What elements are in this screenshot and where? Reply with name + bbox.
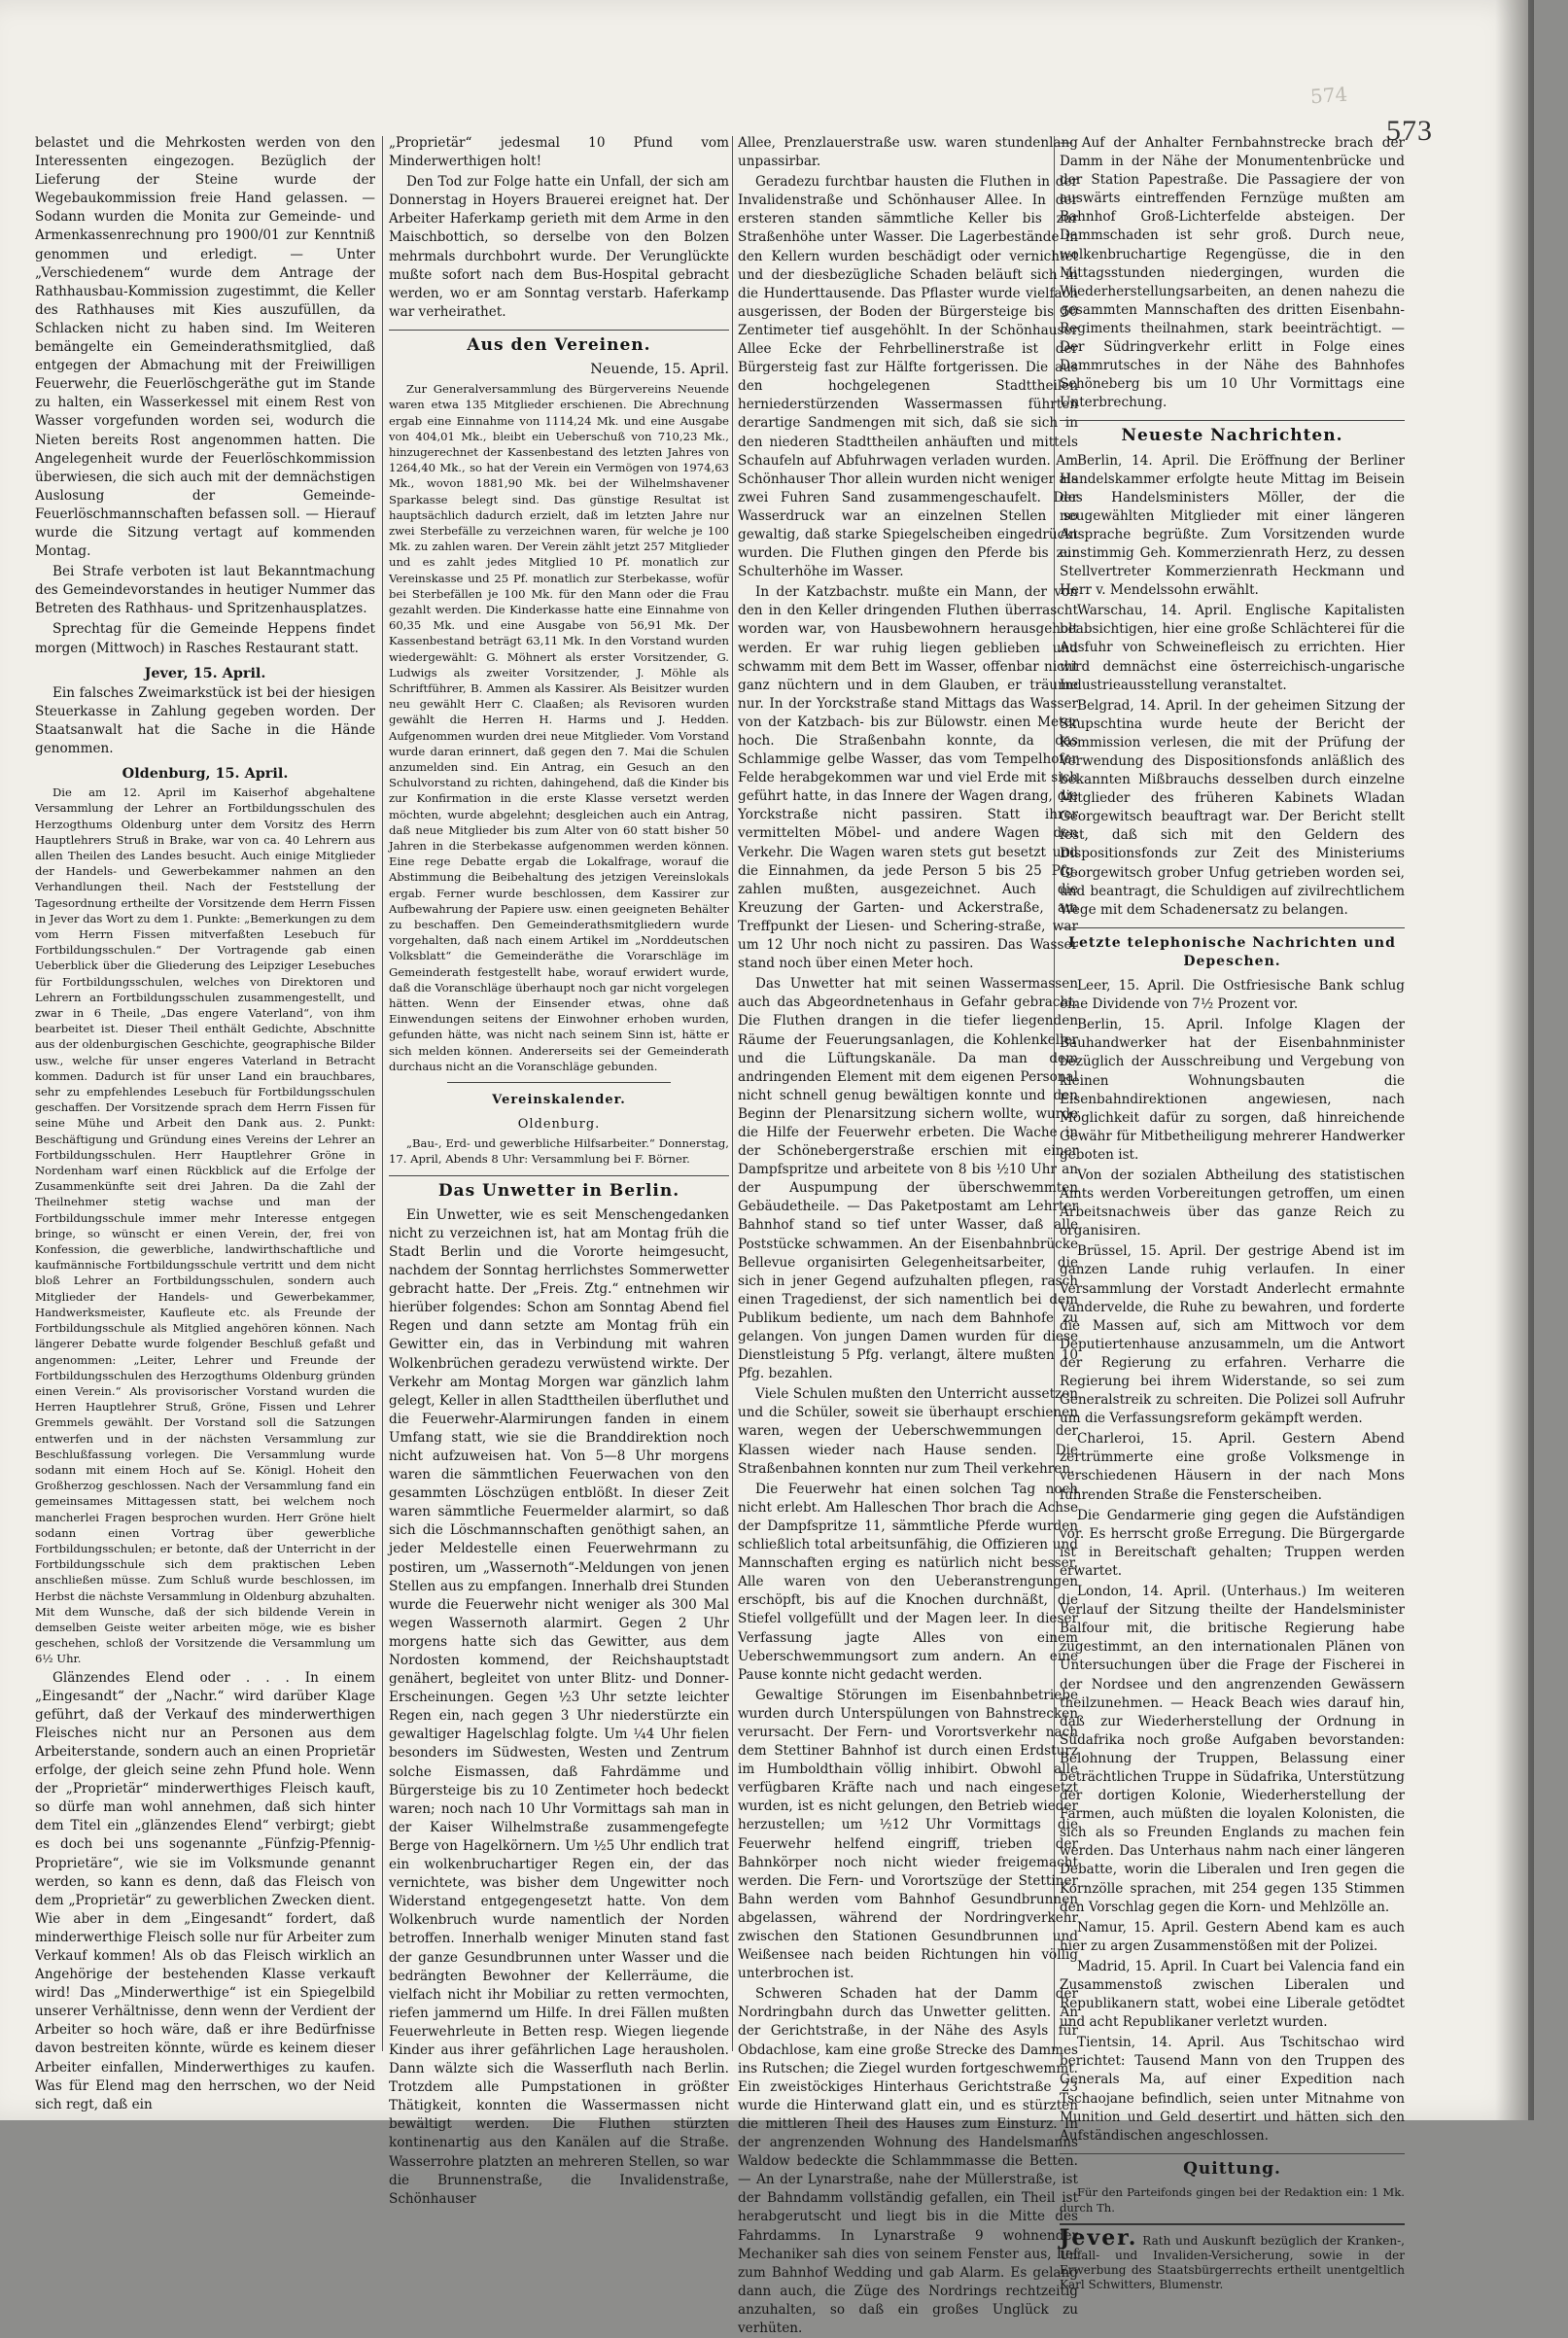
article-paragraph: Den Tod zur Folge hatte ein Unfall, der sich am Donnerstag in Hoyers Brauerei ereignet hat. Der Arbeiter Haferkamp gerieth mit dem Arme in den Maischbottich, so derselbe von den Bolzen mehrmals durchbohrt wurde. Der Verunglückte mußte sofort nach dem Bus-Hospital gebracht werden, wo er am Sonntag verstarb. Haferkamp war verheirathet.: [389, 174, 729, 320]
column-rule: [382, 136, 383, 2051]
article-paragraph: Die am 12. April im Kaiserhof abgehaltene Versammlung der Lehrer an Fortbildungsschulen des Herzogthums Oldenburg unter dem Vorsitz des Herrn Hauptlehrers Struß in Brake, war von ca. 40 Lehrern aus allen Theilen des Landes besucht. Auch einige Mitglieder der Handels- und Gewerbekammer nahmen an den Verhandlungen theil. Nach der Feststellung der Tagesordnung ertheilte der Vorsitzende dem Herrn Fissen in Jever das Wort zu dem 1. Punkte: „Bemerkungen zu dem vom Herrn Fissen mitverfaßten Lesebuch für Fortbildungsschulen.“ Der Vortragende gab einen Ueberblick über die Gliederung des Leipziger Lesebuches für Fortbildungsschulen, welches von Direktoren und Lehrern an Fortbildungsschulen zusammengestellt, und zwar in 6 Theile, „Das engere Vaterland“, von ihm bearbeitet ist. Dieser Theil enthält Gedichte, Abschnitte aus der oldenburgischen Geschichte, geographische Bilder usw., welche für unser engeres Vaterland in Betracht kommen. Dadurch ist für unser Land ein brauchbares, sehr zu empfehlendes Lesebuch für Fortbildungsschulen geschaffen. Der Vorsitzende sprach dem Herrn Fissen für seine Mühe und Arbeit den Dank aus. 2. Punkt: Beschäftigung und Gründung eines Vereins der Lehrer an Fortbildungsschulen. Herr Hauptlehrer Gröne in Nordenham warf einen Rückblick auf die Erfolge der Zusammenkünfte seit drei Jahren. Da die Zahl der Theilnehmer stetig wachse und man der Fortbildungsschule immer mehr Interesse entgegen bringe, so wünscht er einen Verein, der, frei von Konfession, die gewerbliche, landwirthschaftliche und kaufmännische Fortbildungsschule vertritt und dem nicht bloß Lehrer an Fortbildungsschulen, sondern auch Mitglieder der Handels- und Gewerbekammer, Handwerksmeister, Kaufleute etc. als Freunde der Fortbildungsschule als Mitglied angehören können. Nach längerer Debatte wurde folgender Beschluß gefaßt und angenommen: „Leiter, Lehrer und Freunde der Fortbildungsschulen des Herzogthums Oldenburg gründen einen Verein.“ Als provisorischer Vorstand wurden die Herren Hauptlehrer Struß, Gröne, Fissen und Lehrer Gremmels gewählt. Der Vorstand soll die Satzungen entwerfen und in der nächsten Versammlung zur Beschlußfassung vorlegen. Die Versammlung wurde sodann mit einem Hoch auf Se. Königl. Hoheit den Großherzog geschlossen. Nach der Versammlung fand ein gemeinsames Mittagessen statt, bei welchem noch mancherlei Fragen besprochen wurden. Herr Gröne hielt sodann einen Vortrag über gewerbliche Fortbildungsschulen; er betonte, daß der Unterricht in der Fortbildungsschule sich dem praktischen Leben anschließen müsse. Zum Schluß wurde beschlossen, im Herbst die nächste Versammlung in Oldenburg abzuhalten. Mit dem Wunsche, daß der sich bildende Verein in demselben Geiste weiter arbeiten möge, wie es bisher geschehen, schloß der Vorsitzende die Versammlung um 6½ Uhr.: [35, 785, 375, 1666]
article-paragraph: Gewaltige Störungen im Eisenbahnbetriebe wurden durch Unterspülungen von Bahnstrecken verursacht. Der Fern- und Vorortsverkehr nach dem Stettiner Bahnhof ist durch einen Erdsturz im Humboldthain völlig inhibirt. Obwohl alle verfügbaren Kräfte nach und nach eingesetzt wurden, ist es nicht gelungen, den Betrieb wieder herzustellen; um ½12 Uhr Vormittags die Feuerwehr helfend eingriff, trieben der Bahnkörper noch nicht wieder freigemacht werden. Die Fern- und Vorortszüge der Stettiner Bahn werden vom Bahnhof Gesundbrunnen abgelassen, während der Nordringverkehr zwischen den Stationen Gesundbrunnen und Weißensee nach beiden Richtungen hin völlig unterbrochen ist.: [738, 1687, 1078, 1982]
column-2: [389, 134, 729, 2207]
section-heading: Neueste Nachrichten.: [1060, 420, 1405, 445]
section-heading: Das Unwetter in Berlin.: [389, 1175, 729, 1201]
ad-text: Rath und Auskunft bezüglich der Kranken-, Unfall- und Invaliden-Versicherung, sowie in der Erwerbung des Staatsbürgerrechts ertheilt unentgeltlich Karl Schwitters, Blumenstr.: [1060, 2234, 1405, 2292]
article-paragraph: Geradezu furchtbar hausten die Fluthen in der Invalidenstraße und Schönhauser Allee. In der ersteren standen sämmtliche Keller bis zur Straßenhöhe unter Wasser. Die Lagerbestände in den Kellern wurden beschädigt oder vernichtet und der diesbezügliche Schaden beläuft sich in die Hunderttausende. Das Pflaster wurde vielfach ausgerissen, der Boden der Bürgersteige bis 50 Zentimeter tief ausgehöhlt. In der Schönhauser Allee Ecke der Fehrbellinerstraße ist der Bürgersteig fast zur Hälfte fortgerissen. Die aus den hochgelegenen Stadttheilen herniederstürzenden Wassermassen führten derartige Sandmengen mit sich, daß sie sich in den niederen Stadttheilen anhäuften und mittels Schaufeln auf Abfuhrwagen verladen wurden. Am Schönhauser Thor allein wurden nicht weniger als zwei Fuhren Sand zusammengeschaufelt. Der Wasserdruck war an einzelnen Stellen so gewaltig, daß starke Spiegelscheiben eingedrückt wurden. Die Fluthen gingen den Pferde bis zur Schulterhöhe im Wasser.: [738, 174, 1078, 580]
article-paragraph: Viele Schulen mußten den Unterricht aussetzen und die Schüler, soweit sie überhaupt erschienen waren, wegen der Ueberschwemmungen der Klassen wieder nach Hause senden. Die Straßenbahnen konnten nur zum Theil verkehren.: [738, 1386, 1078, 1477]
column-rule: [732, 136, 733, 2051]
article-paragraph: Warschau, 14. April. Englische Kapitalisten beabsichtigen, hier eine große Schlächterei für die Ausfuhr von Schweinefleisch zu errichten. Hier wird demnächst eine österreichisch-ungarische Industrieausstellung veranstaltet.: [1060, 603, 1405, 693]
page-number: 573: [1386, 115, 1433, 147]
article-paragraph: Ein falsches Zweimarkstück ist bei der hiesigen Steuerkasse in Zahlung gegeben worden. Der Staatsanwalt hat die Sache in die Hände genommen.: [35, 684, 375, 756]
section-subheading: Oldenburg.: [517, 1117, 601, 1133]
article-paragraph: Glänzendes Elend oder . . . In einem „Eingesandt“ der „Nachr.“ wird darüber Klage geführt, daß der Verkauf des minderwerthigen Fleisches nicht nur an Personen aus dem Arbeiterstande, sondern auch an einen Proprietär erfolge, der gleich seine zehn Pfund hole. Wenn der „Proprietär“ minderwerthiges Fleisch kauft, so dürfe man wohl annehmen, daß sich hinter dem Titel ein „glänzendes Elend“ verbirgt; giebt es doch bei uns sogenannte „Fünfzig-Pfennig-Proprietäre“, wie sie im Volksmunde genannt werden, so kann es denn, daß das Fleisch von dem „Proprietär“ zu gewerblichen Zwecken dient. Wie aber in dem „Eingesandt“ fordert, daß minderwerthige Fleisch solle nur für Arbeiter zum Verkauf kommen! Als ob das Fleisch wirklich an Angehörige der bestehenden Klasse verkauft wird! Das „Minderwerthige“ ist ein Spiegelbild unserer Verhältnisse, denn wenn der Verdient der Arbeiter so hoch wäre, daß er ihre Bedürfnisse davon bestreiten könnte, würde es keinem dieser Arbeiter einfallen, Minderwerthiges zu kaufen. Was für Elend mag den herrschen, wo der Neid sich regt, daß ein: [35, 1669, 375, 2112]
dateline: Neuende, 15. April.: [590, 362, 729, 378]
section-heading: Aus den Vereinen.: [389, 330, 729, 355]
article-paragraph: „Bau-, Erd- und gewerbliche Hilfsarbeiter.“ Donnerstag, 17. April, Abends 8 Uhr: Versammlung bei F. Börner.: [389, 1136, 729, 1167]
section-heading: Quittung.: [1060, 2153, 1405, 2179]
article-paragraph: Tientsin, 14. April. Aus Tschitschao wird berichtet: Tausend Mann von den Truppen des Generals Ma, auf einer Expedition nach Tschaojane befindlich, seien unter Mitnahme von Munition und Geld desertirt und hätten sich den Aufständischen angeschlossen.: [1060, 2035, 1405, 2144]
binding-shadow: [1495, 0, 1534, 2120]
article-paragraph: Bei Strafe verboten ist laut Bekanntmachung des Gemeindevorstandes in heutiger Nummer das Betreten des Rathhaus- und Spritzenhausplatzes.: [35, 564, 375, 617]
separator: [447, 1082, 671, 1083]
article-paragraph: Die Feuerwehr hat einen solchen Tag noch nicht erlebt. Am Halleschen Thor brach die Achse der Dampfspritze 11, sämmtliche Pferde wurden schließlich total arbeitsunfähig, die Offizieren und Mannschaften erging es natürlich nicht besser. Alle waren von den Ueberanstrengungen erschöpft, bis auf die Knochen durchnäßt, die Stiefel vollgefüllt und der Magen leer. In dieser Verfassung jagte Alles von einem Ueberschwemmungsort zum andern. An eine Pause konnte nicht gedacht werden.: [738, 1481, 1078, 1683]
article-paragraph: London, 14. April. (Unterhaus.) Im weiteren Verlauf der Sitzung theilte der Handelsminister Balfour mit, die britische Regierung habe zugestimmt, an den internationalen Plänen von Untersuchungen über die Frage der Fischerei in der Nordsee und den angrenzenden Gewässern theilzunehmen. — Heack Beach wies darauf hin, daß zur Wiederherstellung der Ordnung in Südafrika noch große Aufgaben bevorstanden: Belohnung der Truppen, Belassung einer beträchtlichen Truppe in Südafrika, Unterstützung der dortigen Kolonie, Wiederherstellung der Farmen, auch müßten die loyalen Kolonisten, die sich als so Freunden Englands zu machen fein werden. Das Unterhaus nahm nach einer längeren Debatte, worin die Liberalen und Iren gegen die Kornzölle sprachen, mit 254 gegen 135 Stimmen den Vorschlag gegen die Korn- und Mehlzölle an.: [1060, 1584, 1405, 1915]
article-paragraph: Schweren Schaden hat der Damm der Nordringbahn durch das Unwetter gelitten. An der Gerichtstraße, in der Nähe des Asyls für Obdachlose, kam eine große Strecke des Dammes ins Rutschen; die Ziegel wurden fortgeschwemmt. Ein zweistöckiges Hinterhaus Gerichtstraße 23 wurde die Hinterwand glatt ein, und es stürzten die mittleren Theil des Hauses zum Einsturz. In der angrenzenden Wohnung des Handelsmanns Waldow bedeckte die Schlammmasse die Betten. — An der Lynarstraße, nahe der Müllerstraße, ist der Bahndamm vollständig gefallen, ein Theil ist herabgerutscht und liegt bis in die Mitte des Fahrdamms. In Lynarstraße 9 wohnender Mechaniker sah dies von seinem Fenster aus, lief zum Bahnhof Wedding und gab Alarm. Es gelang dann auch, die Züge des Nordrings rechtzeitig anzuhalten, so daß ein großes Unglück zu verhüten.: [738, 1986, 1078, 2336]
article-paragraph: Das Unwetter hat mit seinen Wassermassen auch das Abgeordnetenhaus in Gefahr gebracht. Die Fluthen drangen in die tiefer liegenden Räume der Feuerungsanlagen, die Kohlenkeller und die Lüftungskanäle. Da man dem andringenden Element mit dem eigenen Personal nicht schnell genug bewältigen konnte und den Beginn der Plenarsitzung sichern wollte, wurde die Hilfe der Feuerwehr erbeten. Die Wache in der Schönebergerstraße erschien mit einer Dampfspritze und arbeitete von 8 bis ½10 Uhr an der Auspumpung der überschwemmten Gebäudetheile. — Das Paketpostamt am Lehrter Bahnhof stand so tief unter Wasser, daß alle Poststücke schwammen. An der Eisenbahnbrücke Bellevue organisirten Gelegenheitsarbeiter, die sich in jener Gegend aufzuhalten pflegen, rasch einen Tragedienst, der sich namentlich bei dem Publikum bediente, um nach dem Bahnhofe zu gelangen. Von jungen Damen wurden für diese Dienstleistung 5 Pfg. verlangt, ältere mußten 10 Pfg. bezahlen.: [738, 976, 1078, 1382]
column-1: [35, 134, 375, 2112]
article-paragraph: Belgrad, 14. April. In der geheimen Sitzung der Skupschtina wurde heute der Bericht der Kommission verlesen, die mit der Prüfung der Verwendung des Dispositionsfonds anläßlich des bekannten Mißbrauchs desselben durch einzelne Mitglieder des früheren Kabinets Wladan Georgewitsch beauftragt war. Der Bericht stellt fest, daß sich mit den Geldern des Dispositionsfonds zur Zeit des Ministeriums Georgewitsch grober Unfug getrieben worden sei, und beantragt, die Schuldigen auf zivilrechtlichem Wege mit dem Schadenersatz zu belangen.: [1060, 697, 1405, 918]
margin-note: 574: [1309, 82, 1348, 109]
column-3: [738, 134, 1078, 2336]
article-paragraph: Allee, Prenzlauerstraße usw. waren stundenlang unpassirbar.: [738, 135, 1078, 170]
advertisement: [1060, 2223, 1405, 2292]
article-paragraph: In der Katzbachstr. mußte ein Mann, der von den in den Keller dringenden Fluthen überrascht worden war, von Hausbewohnern herausgeholt werden. Er war ruhig liegen geblieben und schwamm mit dem Bett im Wasser, offenbar nicht ganz nüchtern und in dem Glauben, er träume nur. In der Yorckstraße stand Mittags das Wasser von der Katzbach- bis zur Bülowstr. einen Meter hoch. Die Straßenbahn konnte, da das Schlammige gelbe Wasser, das vom Tempelhofer Felde herabgekommen war und viel Erde mit sich geführt hatte, in das Innere der Wagen drang, die Yorckstraße nicht passiren. Statt ihrer vermittelten Möbel- und andere Wagen den Verkehr. Die Wagen waren stets gut besetzt und die Einnahmen, da jede Person 5 bis 25 Pfg. zahlen mußten, ausgezeichnet. Auch die Kreuzung der Garten- und Ackerstraße, am Treffpunkt der Liesen- und Schering-straße, war um 12 Uhr noch nicht zu passiren. Das Wasser stand noch über einen Meter hoch.: [738, 584, 1078, 972]
dateline: Oldenburg, 15. April.: [122, 765, 289, 783]
dateline: Jever, 15. April.: [144, 664, 266, 681]
article-paragraph: Namur, 15. April. Gestern Abend kam es auch hier zu argen Zusammenstößen mit der Polizei.: [1060, 1919, 1405, 1954]
article-paragraph: — Auf der Anhalter Fernbahnstrecke brach der Damm in der Nähe der Monumentenbrücke und der Station Papestraße. Die Passagiere der von auswärts eintreffenden Fernzüge mußten am Bahnhof Groß-Lichterfelde absteigen. Der Dammschaden ist sehr groß. Durch neue, wolkenbruchartige Regengüsse, die in den Mittagsstunden niedergingen, wurden die Wiederherstellungsarbeiten, an denen nahezu die gesammten Mannschaften des dritten Eisenbahn-Regiments theilnahmen, stark beeinträchtigt. — Der Südringverkehr erlitt in Folge eines Dammrutsches in der Nähe des Bahnhofes Schöneberg bis um 10 Uhr Vormittags eine Unterbrechung.: [1060, 135, 1405, 411]
article-paragraph: Leer, 15. April. Die Ostfriesische Bank schlug eine Dividende von 7½ Prozent vor.: [1060, 978, 1405, 1013]
article-paragraph: Ein Unwetter, wie es seit Menschengedanken nicht zu verzeichnen ist, hat am Montag früh die Stadt Berlin und die Vororte heimgesucht, nachdem der Sonntag herrlichstes Sommerwetter gebracht hatte. Der „Freis. Ztg.“ entnehmen wir hierüber folgendes: Schon am Sonntag Abend fiel Regen und dann setzte am Montag früh ein Gewitter ein, das in Verbindung mit wahren Wolkenbrüchen geradezu verwüstend wirkte. Der Verkehr am Montag Morgen war gänzlich lahm gelegt, Keller in allen Stadttheilen überfluthet und die Feuerwehr-Alarmirungen fanden in einem Umfang statt, wie sie die Branddirektion noch nicht aufzuweisen hat. Von 5—8 Uhr morgens waren die sämmtlichen Feuerwachen von den gesammten Löschzügen entblößt. In dieser Zeit waren sämmtliche Feuermelder alarmirt, so daß sich die Löschmannschaften genöthigt sahen, an jeder Meldestelle einen Feuerwehrmann zu postiren, um „Wassernoth“-Meldungen von jenen Stellen aus zu empfangen. Innerhalb drei Stunden wurde die Feuerwehr nicht weniger als 300 Mal wegen Wassernoth alarmirt. Gegen 2 Uhr morgens hatte sich das Gewitter, aus dem Nordosten kommend, der Reichshauptstadt genähert, begleitet von unter Blitz- und Donner-Erscheinungen. Gegen ½3 Uhr setzte leichter Regen ein, nach gegen 3 Uhr niederstürzte ein gewaltiger Hagelschlag folgte. Um ¼4 Uhr fielen besonders im Südwesten, Westen und Zentrum solche Eismassen, daß Fahrdämme und Bürgersteige bis zu 10 Zentimeter hoch bedeckt waren; noch nach 10 Uhr Vormittags sah man in der Kaiser Wilhelmstraße zusammengefegte Berge von Hagelkörnern. Um ½5 Uhr endlich trat ein wolkenbruchartiger Regen ein, der das vernichtete, was bisher dem Ungewitter noch Widerstand entgegengesetzt hatte. Von dem Wolkenbruch wurde namentlich der Norden betroffen. Innerhalb weniger Minuten stand fast der ganze Gesundbrunnen unter Wasser und die bedrängten Bewohner der Kellerräume, die vielfach nicht ihr Mobiliar zu retten vermochten, riefen jammernd um Hilfe. In drei Fällen mußten Feuerwehrleute in Betten resp. Wiegen liegende Kinder aus ihrer gefährlichen Lage herausholen. Dann wälzte sich die Wasserfluth nach Berlin. Trotzdem alle Pumpstationen in größter Thätigkeit, konnten die Wassermassen nicht bewältigt werden. Die Fluthen stürzten kontinenartig aus den Kanälen auf die Straße. Wasserrohre platzten an mehreren Stellen, so war die Brunnenstraße, die Invalidenstraße, Schönhauser: [389, 1206, 729, 2207]
article-paragraph: Sprechtag für die Gemeinde Heppens findet morgen (Mittwoch) in Rasches Restaurant statt.: [35, 621, 375, 656]
article-paragraph: Für den Parteifonds gingen bei der Redaktion ein: 1 Mk. durch Th.: [1060, 2184, 1405, 2216]
article-paragraph: Berlin, 15. April. Infolge Klagen der Bauhandwerker hat der Eisenbahnminister bezüglich der Ausschreibung und Vergebung von kleinen Wohnungsbauten die Eisenbahndirektionen angewiesen, nach Möglichkeit dafür zu sorgen, daß hinreichende Gewähr für Mitbetheiligung mehrerer Handwerker geboten ist.: [1060, 1017, 1405, 1163]
article-paragraph: „Proprietär“ jedesmal 10 Pfund vom Minderwerthigen holt!: [389, 135, 729, 170]
column-4: [1060, 134, 1405, 2292]
article-paragraph: Madrid, 15. April. In Cuart bei Valencia fand ein Zusammenstoß zwischen Liberalen und Republikanern statt, wobei eine Liberale getödtet und acht Republikaner verletzt wurden.: [1060, 1958, 1405, 2031]
article-paragraph: Brüssel, 15. April. Der gestrige Abend ist im ganzen Lande ruhig verlaufen. In einer Versammlung der Vorstadt Anderlecht ermahnte Vandervelde, die Ruhe zu bewahren, und forderte die Massen auf, sich am Mittwoch vor dem Deputiertenhause anzusammeln, um die Antwort der Regierung zu erfahren. Verharre die Regierung bei ihrem Widerstande, so sei zum Generalstreik zu schreiten. Die Polizei soll Aufruhr um die Verfassungsreform gekämpft werden.: [1060, 1243, 1405, 1427]
section-heading: Vereinskalender.: [492, 1093, 626, 1108]
article-paragraph: Berlin, 14. April. Die Eröffnung der Berliner Handelskammer erfolgte heute Mittag im Beisein des Handelsministers Möller, der die neugewählten Mitglieder mit einer längeren Ansprache begrüßte. Zum Vorsitzenden wurde einstimmig Geh. Kommerzienrath Herz, zu dessen Stellvertreter Kommerzienrath Heckmann und Herr v. Mendelssohn erwählt.: [1060, 452, 1405, 599]
article-paragraph: Die Gendarmerie ging gegen die Aufständigen vor. Es herrscht große Erregung. Die Bürgergarde ist in Bereitschaft gehalten; Truppen werden erwartet.: [1060, 1507, 1405, 1579]
ad-place: Jever.: [1060, 2225, 1138, 2251]
section-heading: Letzte telephonische Nachrichten und Depeschen.: [1060, 927, 1405, 971]
article-paragraph: Charleroi, 15. April. Gestern Abend zertrümmerte eine große Volksmenge in verschiedenen Häusern in der nach Mons führenden Straße die Fensterscheiben.: [1060, 1431, 1405, 1503]
article-paragraph: Zur Generalversammlung des Bürgervereins Neuende waren etwa 135 Mitglieder erschienen. Die Abrechnung ergab eine Einnahme von 1114,24 Mk. und eine Ausgabe von 404,01 Mk., bleibt ein Ueberschuß von 710,23 Mk., hinzugerechnet der Kassenbestand des letzten Jahres von 1264,40 Mk., so hat der Verein ein Vermögen von 1974,63 Mk., wovon 1881,90 Mk. bei der Wilhelmshavener Sparkasse belegt sind. Das günstige Resultat ist hauptsächlich dadurch erzielt, daß im letzten Jahre nur zwei Sterbefälle zu verzeichnen waren, für welche je 100 Mk. zu zahlen waren. Der Verein zählt jetzt 257 Mitglieder und es zahlt jedes Mitglied 10 Pf. monatlich zur Vereinskasse und 25 Pf. monatlich zur Sterbekasse, wofür bei Sterbefällen je 100 Mk. für den Mann oder die Frau gezahlt werden. Die Kinderkasse hatte eine Einnahme von 60,35 Mk. und eine Ausgabe von 56,91 Mk. Der Kassenbestand beträgt 63,11 Mk. In den Vorstand wurden wiedergewählt: G. Möhnert als erster Vorsitzender, G. Ludwigs als zweiter Vorsitzender, J. Möhle als Schriftführer, B. Ammen als Kassirer. Als Beisitzer wurden neu gewählt Herr C. Claaßen; als Revisoren wurden gewählt die Herren H. Harms und J. Hedden. Aufgenommen wurden drei neue Mitglieder. Vom Vorstand wurde daran erinnert, daß gegen den 7. Mai die Schulen anzumelden sind. Ein Antrag, ein Gesuch an den Schulvorstand zu richten, dahingehend, daß die Kinder bis zur Konfirmation in die erste Klasse versetzt werden möchten, wurde abgelehnt; desgleichen auch ein Antrag, daß neue Mitglieder bis zum Alter von 60 statt bisher 50 Jahren in die Sterbekasse aufgenommen werden können. Eine rege Debatte ergab die Lokalfrage, worauf die Abstimmung die Beibehaltung des jetzigen Vereinslokals ergab. Ferner wurde beschlossen, dem Kassirer zur Aufbewahrung der Papiere usw. einen geeigneten Behälter zu beschaffen. Den Gemeinderathsmitgliedern wurde vorgehalten, daß nach einem Artikel im „Norddeutschen Volksblatt“ die Gemeinderäthe die Vorarschläge im Gemeinderath festgestellt habe, worauf erwidert wurde, daß die Voranschläge überhaupt noch gar nicht vorgelegen hätten. Wenn der Einsender etwas, ohne daß Einwendungen seitens der Einwohner erhoben wurden, gefunden hätte, was nicht nach seinem Sinn ist, hätte er sich melden können. Andererseits sei der Gemeinderath durchaus nicht an die Voranschläge gebunden.: [389, 382, 729, 1073]
article-paragraph: Von der sozialen Abtheilung des statistischen Amts werden Vorbereitungen getroffen, um einen Arbeitsnachweis über das ganze Reich zu organisiren.: [1060, 1167, 1405, 1239]
article-paragraph: belastet und die Mehrkosten werden von den Interessenten eingezogen. Bezüglich der Lieferung der Steine wurde der Wegebaukommission freie Hand gelassen. — Sodann wurden die Monita zur Gemeinde- und Armenkassenrechnung pro 1900/01 zur Kenntniß genommen und erledigt. — Unter „Verschiedenem“ wurde dem Antrage der Rathhausbau-Kommission zugestimmt, die Keller des Rathhauses mit Kies auszufüllen, da Schlacken nicht zu haben sind. Im Weiteren bemängelte ein Gemeinderathsmitglied, daß entgegen der Abmachung mit der Freiwilligen Feuerwehr, die Feuerlöschgeräthe gut im Stande zu halten, ein Wasserkessel mit einem Rest von Wasser vorgefunden worden sei, wodurch die Nieten bereits Rost angenommen hatten. Die Angelegenheit wurde der Feuerlöschkommission überwiesen, die sich auch mit der demnächstigen Auslosung der Gemeinde-Feuerlöschmannschaften befassen soll. — Hierauf wurde die Sitzung vertagt auf kommenden Montag.: [35, 135, 375, 560]
